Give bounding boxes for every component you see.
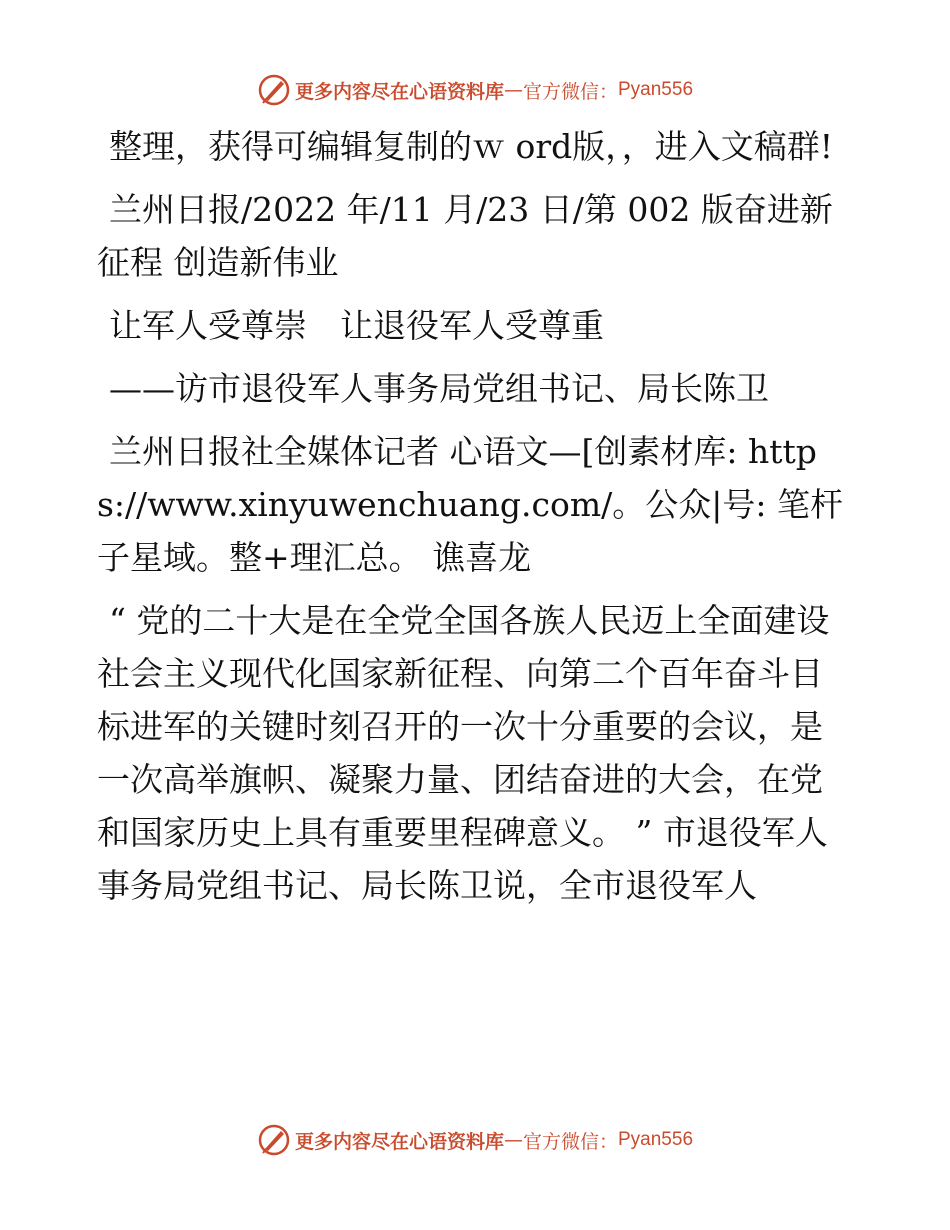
- banner-brand-text: 更多内容尽在心语资料库: [294, 1130, 504, 1153]
- paragraph-body-1: “ 党的二十大是在全党全国各族人民迈上全面建设社会主义现代化国家新征程、向第二个百年奋斗目标进军的关键时刻召开的一次十分重要的会议，是一次高举旗帜、凝聚力量、团结奋进的大会，在党和国家历史上具有重要里程碑意义。 ” 市退役军人事务局党组书记、局长陈卫说，全市退役军人: [97, 601, 830, 905]
- header-banner: [0, 70, 950, 110]
- footer-banner: [0, 1120, 950, 1160]
- banner-wechat-label: 官方微信：: [522, 1130, 618, 1153]
- quill-pen-logo-icon: [257, 1123, 291, 1157]
- paragraph-intro-note: 整理，获得可编辑复制的ｗ ord版，，进入文稿群!: [109, 127, 834, 166]
- banner-separator: —: [503, 79, 523, 101]
- banner-separator: —: [503, 1129, 523, 1151]
- document-body: [97, 120, 853, 922]
- banner-wechat-label: 官方微信：: [522, 80, 618, 103]
- banner-wechat-id: Pyan556: [618, 79, 694, 100]
- banner-wechat-id: Pyan556: [618, 1129, 694, 1150]
- paragraph-source-line: 兰州日报/2022 年/11 月/23 日/第 002 版奋进新征程 创造新伟业: [97, 190, 833, 282]
- article-headline: 让军人受尊崇 让退役军人受尊重: [109, 306, 604, 345]
- paragraph-byline: 兰州日报社全媒体记者 心语文—[创素材库: https://www.xinyuwenchuang.com/。公众|号: 笔杆子星域。整+理汇总。 谯喜龙: [97, 432, 843, 577]
- banner-brand-text: 更多内容尽在心语资料库: [294, 80, 504, 103]
- article-subheadline: ——访市退役军人事务局党组书记、局长陈卫: [109, 369, 769, 408]
- quill-pen-logo-icon: [257, 73, 291, 107]
